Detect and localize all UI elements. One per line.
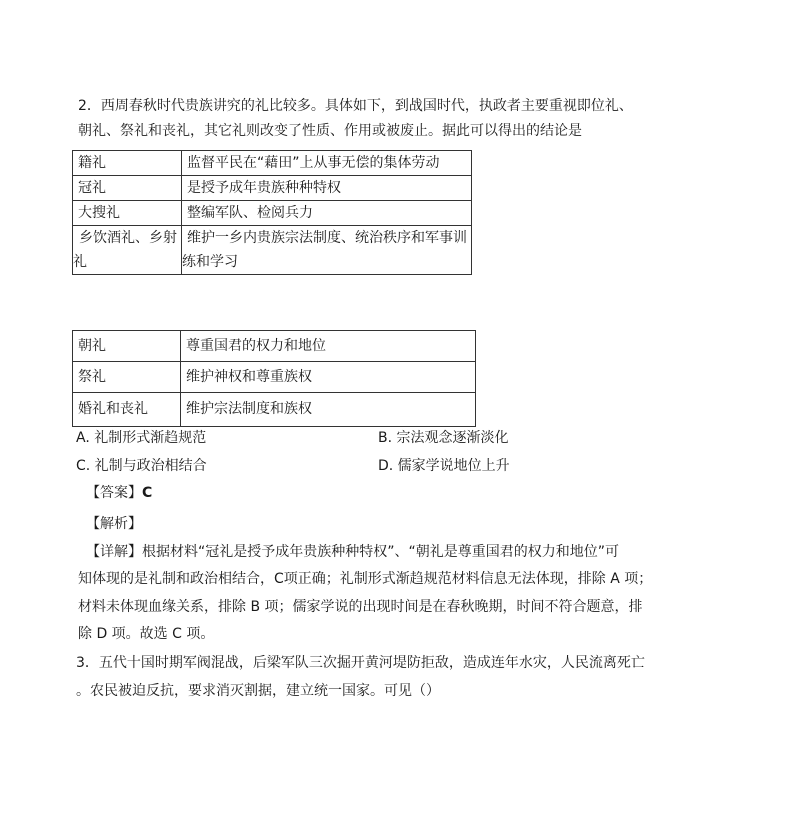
detail-line-1: 【详解】根据材料“冠礼是授予成年贵族种种特权”、“朝礼是尊重国君的权力和地位”可	[86, 544, 620, 560]
option-d: D. 儒家学说地位上升	[378, 458, 510, 474]
rite-description: 维护宗法制度和族权	[181, 393, 476, 427]
rite-name: 婚礼和丧礼	[73, 393, 181, 427]
rite-name: 祭礼	[73, 362, 181, 393]
rite-name: 大搜礼	[73, 201, 182, 226]
rite-description: 尊重国君的权力和地位	[181, 331, 476, 362]
rite-description-line-2: 练和学习	[182, 254, 238, 270]
rite-name: 冠礼	[73, 176, 182, 201]
table-row	[73, 201, 472, 226]
answer-value: C	[142, 485, 153, 501]
answer-label: 【答案】	[86, 485, 142, 501]
rites-table-1	[72, 150, 472, 275]
question-3-stem-line-1: 3．五代十国时期军阀混战，后梁军队三次掘开黄河堤防拒敌，造成连年水灾，人民流离死亡	[76, 655, 645, 671]
rite-description: 是授予成年贵族种种特权	[182, 176, 472, 201]
rite-description-line-1: 维护一乡内贵族宗法制度、统治秩序和军事训	[187, 230, 467, 246]
rites-table-2	[72, 330, 476, 427]
rite-name: 籍礼	[73, 151, 182, 176]
option-b: B. 宗法观念逐渐淡化	[378, 430, 509, 446]
detail-line-3: 材料未体现血缘关系，排除 B 项；儒家学说的出现时间是在春秋晚期，时间不符合题意，排	[78, 599, 643, 615]
rite-name-line-1: 乡饮酒礼、乡射	[79, 230, 177, 246]
option-c: C. 礼制与政治相结合	[76, 458, 207, 474]
rite-description: 整编军队、检阅兵力	[182, 201, 472, 226]
analysis-label: 【解析】	[86, 516, 142, 532]
question-2-stem-line-2: 朝礼、祭礼和丧礼，其它礼则改变了性质、作用或被废止。据此可以得出的结论是	[78, 123, 582, 139]
table-row	[73, 176, 472, 201]
question-2-stem-line-1: 2．西周春秋时代贵族讲究的礼比较多。具体如下，到战国时代，执政者主要重视即位礼、	[78, 98, 633, 114]
question-3-stem-line-2: 。农民被迫反抗，要求消灭割据，建立统一国家。可见（）	[76, 683, 440, 699]
rite-name: 朝礼	[73, 331, 181, 362]
table-row	[73, 151, 472, 176]
rite-name	[73, 226, 182, 275]
table-row	[73, 226, 472, 275]
answer-line	[86, 483, 152, 503]
table-row	[73, 362, 476, 393]
table-row	[73, 393, 476, 427]
detail-line-4: 除 D 项。故选 C 项。	[78, 626, 215, 642]
rite-description	[182, 226, 472, 275]
rite-name-line-2: 礼	[73, 254, 87, 270]
detail-line-2: 知体现的是礼制和政治相结合，C项正确；礼制形式渐趋规范材料信息无法体现，排除 A 项；	[78, 571, 653, 587]
rite-description: 监督平民在“藉田”上从事无偿的集体劳动	[182, 151, 472, 176]
rite-description: 维护神权和尊重族权	[181, 362, 476, 393]
table-row	[73, 331, 476, 362]
option-a: A. 礼制形式渐趋规范	[76, 430, 207, 446]
